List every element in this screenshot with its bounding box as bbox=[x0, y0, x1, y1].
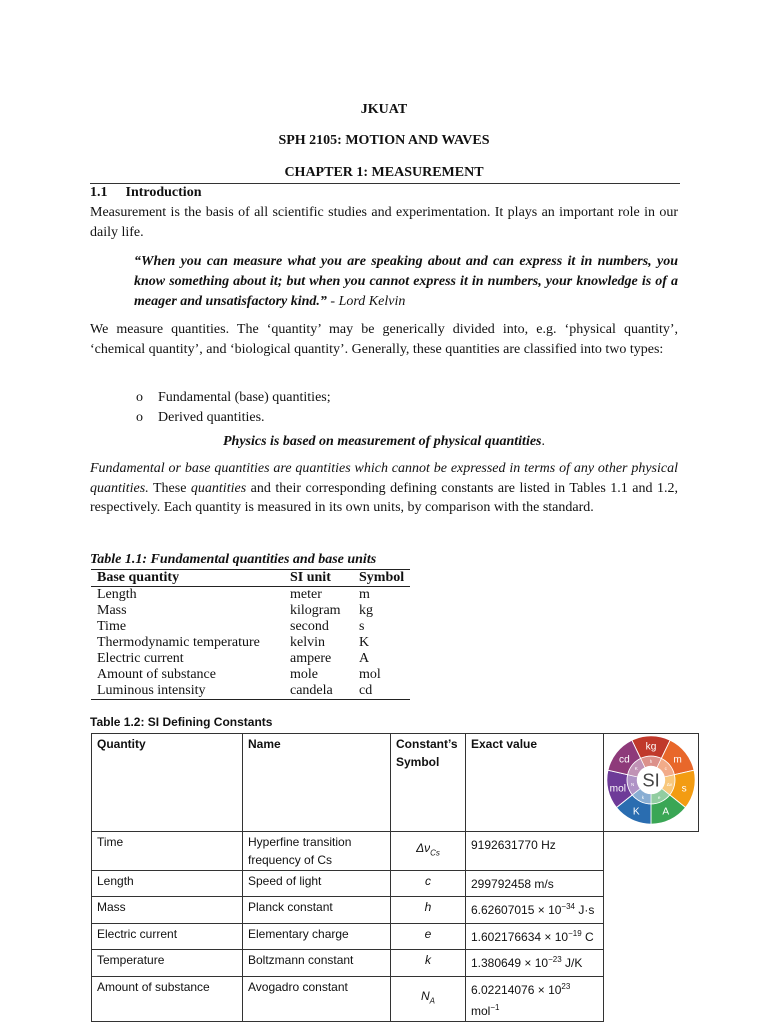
table-cell: Amount of substance bbox=[92, 976, 243, 1021]
si-logo-constant-label: K bbox=[634, 766, 638, 772]
section-number: 1.1 bbox=[90, 185, 108, 200]
table-cell: $N_A$ bbox=[391, 976, 466, 1021]
intro-paragraph: Measurement is the basis of all scientific studies and experimentation. It plays an important role in our daily life. bbox=[90, 205, 678, 240]
table-cell: Thermodynamic temperature bbox=[97, 635, 260, 650]
course-heading: SPH 2105: MOTION AND WAVES bbox=[278, 133, 490, 148]
si-logo-constant-label: N bbox=[630, 782, 635, 788]
table-row bbox=[92, 897, 699, 923]
quantity-types-list bbox=[136, 388, 676, 428]
table-cell: 9192631770 Hz bbox=[466, 832, 604, 871]
si-logo-center-text: SI bbox=[642, 769, 660, 791]
list-item: o Fundamental (base) quantities; bbox=[136, 388, 676, 408]
physics-statement-text: Physics is based on measurement of physical quantities bbox=[222, 434, 542, 449]
si-logo-constant-label: e bbox=[657, 794, 661, 800]
si-logo-unit-label: m bbox=[673, 754, 682, 766]
si-logo-cell bbox=[604, 734, 699, 832]
table-row bbox=[91, 683, 410, 700]
table-cell: Mass bbox=[97, 603, 127, 618]
table-cell: second bbox=[290, 619, 329, 634]
table-cell: meter bbox=[290, 587, 322, 602]
table-cell: ampere bbox=[290, 651, 332, 666]
table-cell: k bbox=[391, 950, 466, 976]
table-cell: h bbox=[391, 897, 466, 923]
table-cell: Length bbox=[92, 871, 243, 897]
column-header: Symbol bbox=[353, 570, 410, 587]
fundamental-paragraph: Fundamental or base quantities are quantities which cannot be expressed in terms of any other physical quantities. These quantities and their corresponding defining constants are listed in Tables 1.1 and 1.2, respectively. Each quantity is measured in its own units, by comparison with the standard. bbox=[90, 461, 678, 515]
table-1-2-caption: Table 1.2: SI Defining Constants bbox=[90, 715, 273, 729]
table-cell: mol bbox=[359, 667, 381, 682]
table-cell: $6.62607015 \times 10^{-34}$ J·s bbox=[466, 897, 604, 923]
si-logo-constant-label: k bbox=[641, 794, 644, 800]
si-logo-unit-label: kg bbox=[645, 741, 657, 753]
table-cell: e bbox=[391, 923, 466, 949]
table-cell: mole bbox=[290, 667, 318, 682]
table-cell: $6.02214076 \times 10^{23}$ mol$^{-1}$ bbox=[466, 976, 604, 1021]
table-cell: Electric current bbox=[97, 651, 184, 666]
table-cell: Avogadro constant bbox=[243, 976, 391, 1021]
table-cell: Time bbox=[92, 832, 243, 871]
column-header: Name bbox=[243, 734, 391, 832]
institution-heading: JKUAT bbox=[360, 102, 408, 117]
table-cell: Temperature bbox=[92, 950, 243, 976]
table-row bbox=[91, 603, 410, 619]
si-logo-constant-label: h bbox=[649, 758, 653, 764]
table-body bbox=[92, 832, 699, 1022]
table-cell: kilogram bbox=[290, 603, 341, 618]
table-row bbox=[91, 587, 410, 604]
table-row bbox=[92, 871, 699, 897]
table-cell: kg bbox=[359, 603, 373, 618]
table-cell: $1.380649 \times 10^{-23}$ J/K bbox=[466, 950, 604, 976]
table-cell: Elementary charge bbox=[243, 923, 391, 949]
table-cell: Amount of substance bbox=[97, 667, 216, 682]
table-row bbox=[91, 667, 410, 683]
table-cell: $\Delta\nu_{Cs}$ bbox=[391, 832, 466, 871]
table-cell: cd bbox=[353, 683, 410, 700]
chapter-heading: CHAPTER 1: MEASUREMENT bbox=[284, 165, 484, 180]
chapter-divider bbox=[90, 183, 680, 184]
table-cell: Luminous intensity bbox=[91, 683, 284, 700]
si-logo-unit-label: cd bbox=[619, 754, 630, 766]
table-cell: Time bbox=[97, 619, 127, 634]
quote-author: - Lord Kelvin bbox=[326, 294, 406, 309]
fundamental-quantities-table bbox=[91, 569, 410, 700]
section-heading bbox=[90, 185, 201, 201]
kelvin-quote bbox=[134, 252, 678, 312]
table-cell: candela bbox=[284, 683, 353, 700]
si-constants-table bbox=[91, 733, 699, 1022]
table-cell: c bbox=[391, 871, 466, 897]
table-row bbox=[92, 832, 699, 871]
column-header: Constant’s Symbol bbox=[391, 734, 466, 832]
physics-statement: Physics is based on measurement of physical quantities. bbox=[222, 434, 545, 449]
si-logo-constant-label: c bbox=[664, 766, 667, 772]
quote-text: “When you can measure what you are speaking about and can express it in numbers, you know something about it; but when you cannot express it in numbers, your knowledge is of a meager and unsatisfactory kind.” bbox=[134, 254, 678, 309]
quantities-paragraph: We measure quantities. The ‘quantity’ may be generically divided into, e.g. ‘physical quantity’, ‘chemical quantity’, and ‘biological quantity’. Generally, these quantities are classified into two types: bbox=[90, 322, 678, 357]
table-row bbox=[91, 651, 410, 667]
table-row bbox=[92, 923, 699, 949]
table-cell: A bbox=[359, 651, 370, 666]
si-logo-icon bbox=[605, 734, 697, 826]
table-1-1-caption: Table 1.1: Fundamental quantities and base units bbox=[90, 552, 377, 567]
table-row bbox=[92, 950, 699, 976]
table-row bbox=[91, 619, 410, 635]
table-cell: m bbox=[359, 587, 370, 602]
table-cell: $1.602176634 \times 10^{-19}$ C bbox=[466, 923, 604, 949]
si-logo-unit-label: A bbox=[662, 806, 670, 818]
table-cell: Mass bbox=[92, 897, 243, 923]
table-cell: Planck constant bbox=[243, 897, 391, 923]
table-cell: K bbox=[359, 635, 370, 650]
si-logo-unit-label: K bbox=[632, 806, 640, 818]
table-cell: Hyperfine transition frequency of Cs bbox=[243, 832, 391, 871]
si-logo-constant-label: Δν bbox=[666, 782, 673, 788]
table-row bbox=[91, 635, 410, 651]
table-cell: 299792458 m/s bbox=[466, 871, 604, 897]
table-row bbox=[92, 976, 699, 1021]
table-cell: kelvin bbox=[290, 635, 325, 650]
column-header: SI unit bbox=[284, 570, 353, 587]
section-title: Introduction bbox=[125, 185, 202, 200]
list-item: o Derived quantities. bbox=[136, 408, 676, 428]
table-cell: Boltzmann constant bbox=[243, 950, 391, 976]
si-logo-unit-label: s bbox=[681, 783, 687, 795]
column-header: Quantity bbox=[92, 734, 243, 832]
table-cell: Electric current bbox=[92, 923, 243, 949]
table-body bbox=[91, 587, 410, 700]
table-cell: Length bbox=[97, 587, 137, 602]
table-cell: Speed of light bbox=[243, 871, 391, 897]
table-cell: s bbox=[359, 619, 365, 634]
column-header: Base quantity bbox=[91, 570, 284, 587]
column-header: Exact value bbox=[466, 734, 604, 832]
si-logo-unit-label: mol bbox=[609, 783, 626, 795]
